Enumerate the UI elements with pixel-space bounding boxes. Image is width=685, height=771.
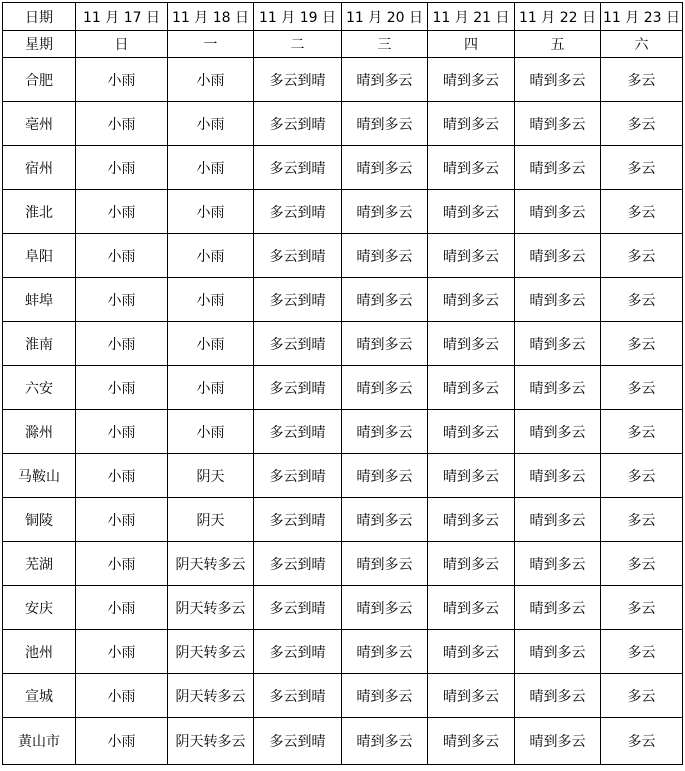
table-row xyxy=(3,542,683,586)
forecast-cell: 晴到多云 xyxy=(515,586,601,630)
forecast-cell: 多云到晴 xyxy=(254,146,342,190)
date-header-label: 日期 xyxy=(3,3,76,31)
forecast-cell: 晴到多云 xyxy=(342,102,428,146)
forecast-cell: 小雨 xyxy=(76,410,168,454)
forecast-cell: 多云到晴 xyxy=(254,102,342,146)
forecast-cell: 小雨 xyxy=(76,674,168,718)
forecast-cell: 小雨 xyxy=(168,278,254,322)
city-cell: 黄山市 xyxy=(3,718,76,765)
forecast-cell: 阴天转多云 xyxy=(168,542,254,586)
forecast-cell: 多云 xyxy=(601,586,683,630)
forecast-cell: 晴到多云 xyxy=(428,586,515,630)
date-header-cell: 11 月 21 日 xyxy=(428,3,515,31)
weekday-header-cell: 日 xyxy=(76,31,168,58)
forecast-cell: 小雨 xyxy=(76,498,168,542)
date-header-cell: 11 月 23 日 xyxy=(601,3,683,31)
forecast-cell: 晴到多云 xyxy=(428,498,515,542)
forecast-cell: 小雨 xyxy=(168,322,254,366)
city-cell: 阜阳 xyxy=(3,234,76,278)
forecast-cell: 多云 xyxy=(601,278,683,322)
forecast-cell: 多云 xyxy=(601,58,683,102)
table-row xyxy=(3,586,683,630)
forecast-cell: 晴到多云 xyxy=(342,322,428,366)
forecast-cell: 小雨 xyxy=(76,278,168,322)
forecast-cell: 晴到多云 xyxy=(342,410,428,454)
forecast-cell: 晴到多云 xyxy=(342,674,428,718)
forecast-cell: 晴到多云 xyxy=(342,58,428,102)
forecast-cell: 晴到多云 xyxy=(342,234,428,278)
forecast-cell: 晴到多云 xyxy=(515,674,601,718)
forecast-cell: 晴到多云 xyxy=(515,542,601,586)
forecast-cell: 晴到多云 xyxy=(515,234,601,278)
forecast-cell: 晴到多云 xyxy=(515,278,601,322)
forecast-cell: 晴到多云 xyxy=(515,410,601,454)
forecast-cell: 小雨 xyxy=(76,586,168,630)
forecast-cell: 多云到晴 xyxy=(254,674,342,718)
forecast-cell: 晴到多云 xyxy=(515,102,601,146)
forecast-cell: 多云 xyxy=(601,674,683,718)
table-row xyxy=(3,322,683,366)
table-row xyxy=(3,366,683,410)
date-header-cell: 11 月 19 日 xyxy=(254,3,342,31)
forecast-cell: 多云到晴 xyxy=(254,278,342,322)
forecast-cell: 晴到多云 xyxy=(342,630,428,674)
weekday-header-label: 星期 xyxy=(3,31,76,58)
forecast-cell: 多云到晴 xyxy=(254,542,342,586)
forecast-cell: 小雨 xyxy=(76,718,168,765)
forecast-cell: 小雨 xyxy=(168,102,254,146)
forecast-cell: 晴到多云 xyxy=(428,234,515,278)
forecast-cell: 小雨 xyxy=(76,454,168,498)
forecast-cell: 晴到多云 xyxy=(515,58,601,102)
table-row xyxy=(3,234,683,278)
forecast-cell: 多云 xyxy=(601,146,683,190)
date-header-cell: 11 月 20 日 xyxy=(342,3,428,31)
forecast-cell: 多云到晴 xyxy=(254,454,342,498)
weekday-header-cell: 三 xyxy=(342,31,428,58)
forecast-cell: 多云到晴 xyxy=(254,718,342,765)
table-row xyxy=(3,454,683,498)
forecast-cell: 多云到晴 xyxy=(254,498,342,542)
city-cell: 池州 xyxy=(3,630,76,674)
city-cell: 铜陵 xyxy=(3,498,76,542)
forecast-cell: 小雨 xyxy=(168,366,254,410)
city-cell: 宿州 xyxy=(3,146,76,190)
table-row xyxy=(3,58,683,102)
forecast-cell: 阴天转多云 xyxy=(168,630,254,674)
table-row xyxy=(3,498,683,542)
forecast-cell: 晴到多云 xyxy=(428,454,515,498)
table-row xyxy=(3,410,683,454)
forecast-cell: 多云 xyxy=(601,498,683,542)
forecast-cell: 晴到多云 xyxy=(428,322,515,366)
forecast-cell: 晴到多云 xyxy=(342,718,428,765)
date-header-row xyxy=(3,3,683,31)
forecast-cell: 晴到多云 xyxy=(515,366,601,410)
city-cell: 滁州 xyxy=(3,410,76,454)
forecast-cell: 多云到晴 xyxy=(254,366,342,410)
forecast-cell: 多云 xyxy=(601,366,683,410)
table-row xyxy=(3,190,683,234)
table-row xyxy=(3,278,683,322)
table-row xyxy=(3,146,683,190)
forecast-cell: 晴到多云 xyxy=(428,278,515,322)
forecast-cell: 阴天 xyxy=(168,498,254,542)
forecast-cell: 晴到多云 xyxy=(428,718,515,765)
forecast-cell: 小雨 xyxy=(76,234,168,278)
forecast-cell: 多云到晴 xyxy=(254,190,342,234)
forecast-cell: 小雨 xyxy=(76,190,168,234)
forecast-cell: 晴到多云 xyxy=(515,454,601,498)
forecast-cell: 晴到多云 xyxy=(342,542,428,586)
weekday-header-cell: 六 xyxy=(601,31,683,58)
city-cell: 安庆 xyxy=(3,586,76,630)
forecast-cell: 小雨 xyxy=(168,410,254,454)
forecast-cell: 小雨 xyxy=(76,102,168,146)
table-row xyxy=(3,630,683,674)
forecast-cell: 阴天转多云 xyxy=(168,718,254,765)
forecast-cell: 晴到多云 xyxy=(342,366,428,410)
forecast-cell: 小雨 xyxy=(76,366,168,410)
forecast-cell: 晴到多云 xyxy=(342,586,428,630)
forecast-cell: 晴到多云 xyxy=(342,146,428,190)
forecast-cell: 晴到多云 xyxy=(342,278,428,322)
weekday-header-cell: 一 xyxy=(168,31,254,58)
forecast-cell: 阴天转多云 xyxy=(168,674,254,718)
weekday-header-row xyxy=(3,31,683,58)
city-cell: 宣城 xyxy=(3,674,76,718)
city-cell: 淮南 xyxy=(3,322,76,366)
forecast-cell: 多云到晴 xyxy=(254,410,342,454)
forecast-cell: 多云 xyxy=(601,454,683,498)
city-cell: 马鞍山 xyxy=(3,454,76,498)
forecast-cell: 多云 xyxy=(601,234,683,278)
city-cell: 淮北 xyxy=(3,190,76,234)
weekday-header-cell: 五 xyxy=(515,31,601,58)
forecast-cell: 多云到晴 xyxy=(254,586,342,630)
forecast-cell: 小雨 xyxy=(76,58,168,102)
forecast-cell: 晴到多云 xyxy=(515,718,601,765)
date-header-cell: 11 月 22 日 xyxy=(515,3,601,31)
forecast-cell: 小雨 xyxy=(76,630,168,674)
forecast-cell: 小雨 xyxy=(168,190,254,234)
city-cell: 合肥 xyxy=(3,58,76,102)
forecast-cell: 多云到晴 xyxy=(254,322,342,366)
forecast-cell: 晴到多云 xyxy=(515,630,601,674)
forecast-cell: 小雨 xyxy=(76,322,168,366)
forecast-cell: 晴到多云 xyxy=(515,322,601,366)
weather-forecast-table xyxy=(2,2,683,765)
forecast-cell: 多云到晴 xyxy=(254,234,342,278)
date-header-cell: 11 月 18 日 xyxy=(168,3,254,31)
forecast-cell: 多云 xyxy=(601,102,683,146)
forecast-cell: 晴到多云 xyxy=(428,58,515,102)
weekday-header-cell: 二 xyxy=(254,31,342,58)
forecast-cell: 晴到多云 xyxy=(342,454,428,498)
forecast-cell: 晴到多云 xyxy=(515,146,601,190)
forecast-cell: 多云 xyxy=(601,542,683,586)
city-cell: 亳州 xyxy=(3,102,76,146)
table-row xyxy=(3,674,683,718)
date-header-cell: 11 月 17 日 xyxy=(76,3,168,31)
forecast-cell: 晴到多云 xyxy=(342,190,428,234)
forecast-cell: 多云 xyxy=(601,322,683,366)
forecast-cell: 小雨 xyxy=(168,58,254,102)
forecast-cell: 小雨 xyxy=(168,234,254,278)
forecast-cell: 多云 xyxy=(601,630,683,674)
forecast-cell: 多云到晴 xyxy=(254,58,342,102)
forecast-cell: 多云 xyxy=(601,190,683,234)
forecast-cell: 晴到多云 xyxy=(428,630,515,674)
city-cell: 芜湖 xyxy=(3,542,76,586)
forecast-cell: 晴到多云 xyxy=(428,410,515,454)
forecast-cell: 小雨 xyxy=(76,146,168,190)
forecast-cell: 晴到多云 xyxy=(428,674,515,718)
forecast-cell: 晴到多云 xyxy=(428,190,515,234)
forecast-cell: 多云 xyxy=(601,718,683,765)
forecast-cell: 小雨 xyxy=(168,146,254,190)
forecast-cell: 小雨 xyxy=(76,542,168,586)
forecast-cell: 晴到多云 xyxy=(515,498,601,542)
forecast-cell: 晴到多云 xyxy=(428,146,515,190)
forecast-cell: 阴天 xyxy=(168,454,254,498)
forecast-cell: 多云 xyxy=(601,410,683,454)
table-row xyxy=(3,102,683,146)
forecast-cell: 晴到多云 xyxy=(515,190,601,234)
forecast-cell: 晴到多云 xyxy=(428,366,515,410)
city-cell: 蚌埠 xyxy=(3,278,76,322)
forecast-cell: 晴到多云 xyxy=(342,498,428,542)
city-cell: 六安 xyxy=(3,366,76,410)
table-row xyxy=(3,718,683,765)
forecast-cell: 晴到多云 xyxy=(428,542,515,586)
forecast-cell: 晴到多云 xyxy=(428,102,515,146)
forecast-cell: 多云到晴 xyxy=(254,630,342,674)
forecast-cell: 阴天转多云 xyxy=(168,586,254,630)
weekday-header-cell: 四 xyxy=(428,31,515,58)
